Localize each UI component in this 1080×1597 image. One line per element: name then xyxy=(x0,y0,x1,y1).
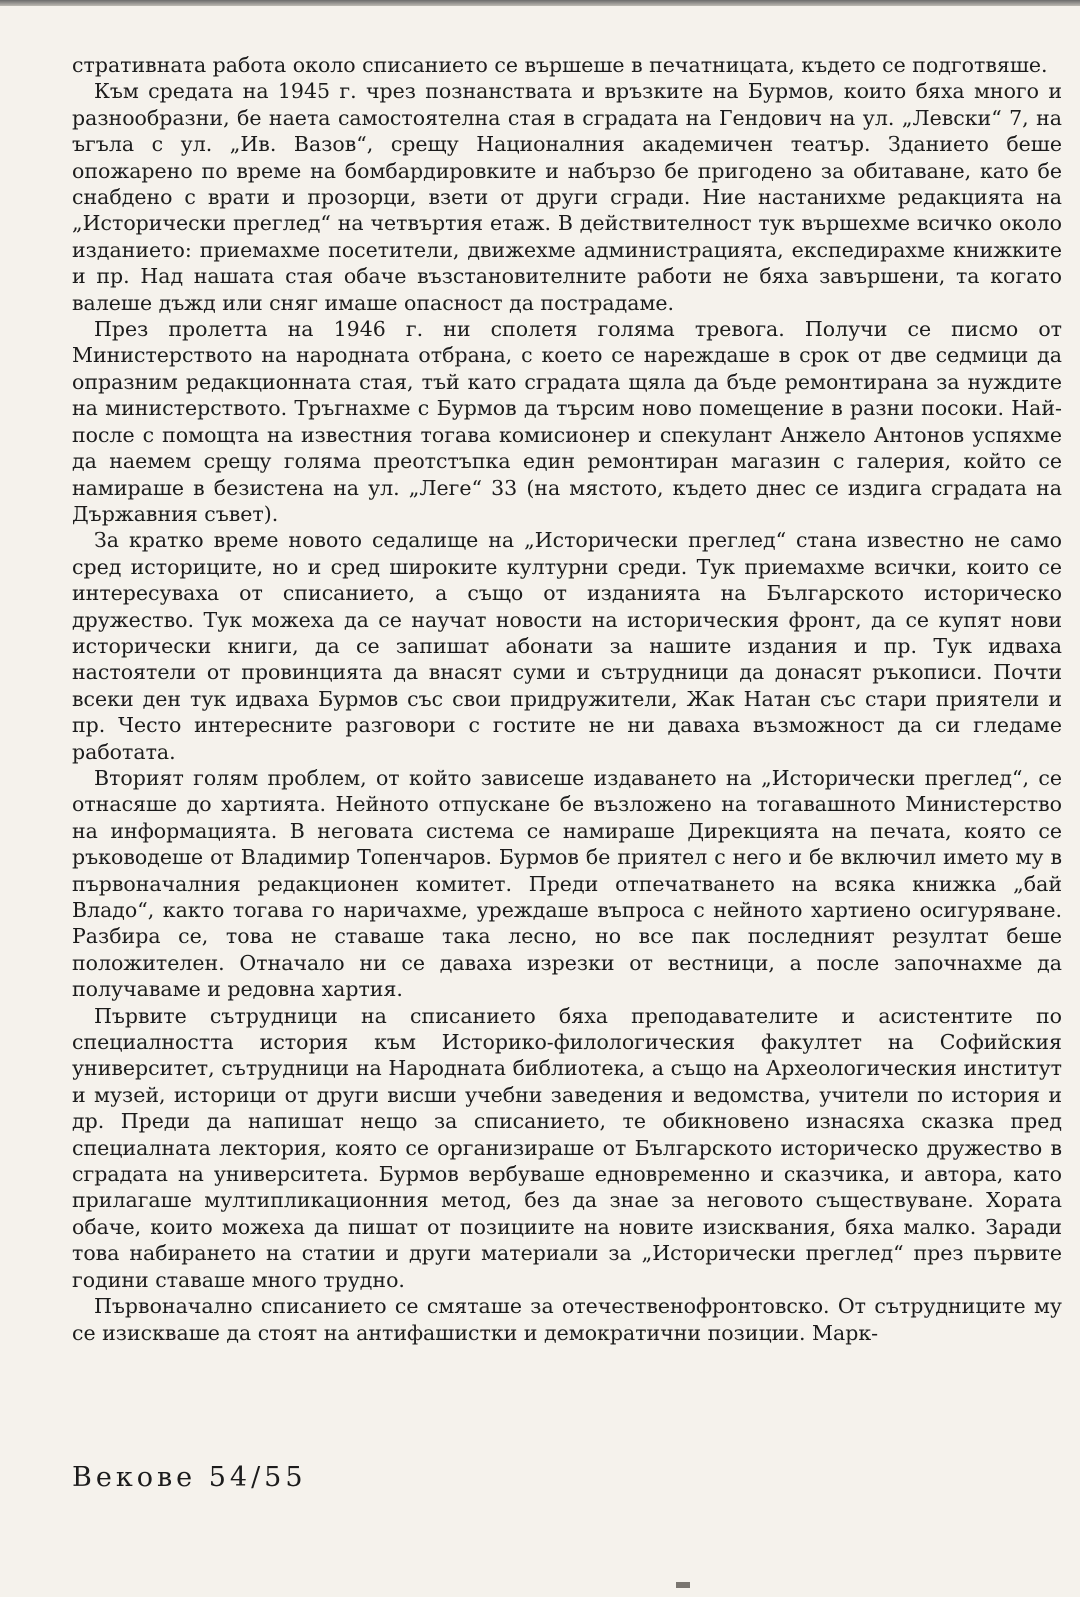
paragraph-initial-orientation: Първоначално списанието се смяташе за отечественофронтовско. От сътрудниците му се изискваше да стоят на антифашистки и демократични позиции. Марк- xyxy=(72,1294,1062,1345)
paragraph-paper-problem: Вторият голям проблем, от който зависеше издаването на „Исторически преглед“, се отнасяше до хартията. Нейното отпускане бе възложено на тогавашното Министерство на информацията. В неговата система се намираше Дирекцията на печата, която се ръководеше от Владимир Топенчаров. Бурмов бе приятел с него и бе включил името му в първоначалния редакционен комитет. Преди отпечатването на всяка книжка „бай Владо“, както тогава го наричахме, уреждаше въпроса с нейното хартиено осигуряване. Разбира се, това не ставаше така лесно, но все пак последният резултат беше положителен. Отначало ни се даваха изрезки от вестници, а после започнахме да получаваме и редовна хартия. xyxy=(72,765,1062,1002)
body-text xyxy=(72,52,1062,1346)
paragraph-spring-1946: През пролетта на 1946 г. ни сполетя голяма тревога. Получи се писмо от Министерството на народната отбрана, с което се нареждаше в срок от две седмици да опразним редакционната стая, тъй като сградата щяла да бъде ремонтирана за нуждите на министерството. Тръгнахме с Бурмов да търсим ново помещение в разни посоки. Най-после с помощта на известния тогава комисионер и спекулант Анжело Антонов успяхме да наемем срещу голяма преотстъпка един ремонтиран магазин с галерия, който се намираше в безистена на ул. „Леге“ 33 (на мястото, където днес се издига сградата на Държавния съвет). xyxy=(72,317,1062,526)
journal-footer: Векове 54/55 xyxy=(72,1462,307,1493)
paragraph-first-contributors: Първите сътрудници на списанието бяха преподавателите и асистентите по специалността история към Историко-филологическия факултет на Софийския университет, сътрудници на Народната библиотека, а също на Археологическия институт и музей, историци от други висши учебни заведения и ведомства, учители по история и др. Преди да напишат нещо за списанието, те обикновено изнасяха сказка пред специалната лектория, която се организираше от Българското историческо дружество в сградата на университета. Бурмов вербуваше едновременно и сказчика, и автора, като прилагаше мултипликационния метод, без да знае за неговото съществуване. Хората обаче, които можеха да пишат от позициите на новите изисквания, бяха малко. Заради това набирането на статии и други материали за „Исторически преглед“ през първите години ставаше много трудно. xyxy=(72,1003,1062,1292)
top-edge-rule xyxy=(0,0,1080,6)
paragraph-continuation: стративната работа около списанието се вършеше в печатницата, където се подготвяше. xyxy=(72,53,1048,77)
paragraph-new-seat: За кратко време новото седалище на „Исторически преглед“ стана известно не само сред историците, но и сред широките културни среди. Тук приемахме всички, които се интересуваха от списанието, а също от изданията на Българското историческо дружество. Тук можеха да се научат новости на историческия фронт, да се купят нови исторически книги, да се запишат абонати за нашите издания и пр. Тук идваха настоятели от провинцията да внасят суми и сътрудници да донасят ръкописи. Почти всеки ден тук идваха Бурмов със свои придружители, Жак Натан със стари приятели и пр. Често интересните разговори с гостите не ни даваха възможност да си гледаме работата. xyxy=(72,528,1062,764)
paragraph-new-office: Към средата на 1945 г. чрез познанствата и връзките на Бурмов, които бяха много и разнообразни, бе наета самостоятелна стая в сградата на Гендович на ул. „Левски“ 7, на ъгъла с ул. „Ив. Вазов“, срещу Националния академичен театър. Зданието беше опожарено по време на бомбардировките и набързо бе пригодено за обитаване, като бе снабдено с врати и прозорци, взети от други сгради. Ние настанихме редакцията на „Исторически преглед“ на четвъртия етаж. В действителност тук вършехме всичко около изданието: приемахме посетители, движехме администрацията, експедирахме книжките и пр. Над нашата стая обаче възстановителните работи не бяха завършени, та когато валеше дъжд или сняг имаше опасност да пострадаме. xyxy=(72,79,1062,315)
scan-mark xyxy=(676,1582,690,1588)
